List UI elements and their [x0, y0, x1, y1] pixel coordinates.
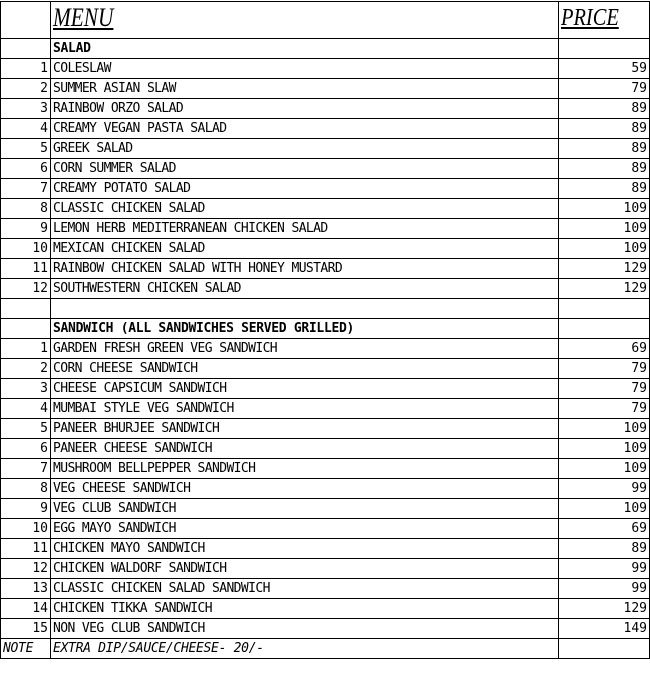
item-name: CORN SUMMER SALAD — [51, 159, 559, 179]
item-price: 79 — [559, 79, 650, 99]
item-price: 89 — [559, 159, 650, 179]
item-number: 11 — [1, 539, 51, 559]
item-name: GREEK SALAD — [51, 139, 559, 159]
salad-item-row — [1, 139, 650, 159]
sandwich-item-row — [1, 439, 650, 459]
header-row — [1, 2, 650, 39]
item-name: VEG CLUB SANDWICH — [51, 499, 559, 519]
salad-item-row — [1, 219, 650, 239]
item-number: 5 — [1, 139, 51, 159]
item-price: 109 — [559, 459, 650, 479]
item-name: NON VEG CLUB SANDWICH — [51, 619, 559, 639]
sandwich-item-row — [1, 479, 650, 499]
sandwich-item-row — [1, 619, 650, 639]
sandwich-item-row — [1, 579, 650, 599]
sandwich-item-row — [1, 379, 650, 399]
item-price: 99 — [559, 579, 650, 599]
item-name: CORN CHEESE SANDWICH — [51, 359, 559, 379]
item-price: 79 — [559, 399, 650, 419]
salad-item-row — [1, 119, 650, 139]
item-price: 79 — [559, 379, 650, 399]
item-name: RAINBOW ORZO SALAD — [51, 99, 559, 119]
sandwich-item-row — [1, 399, 650, 419]
sandwich-item-row — [1, 519, 650, 539]
item-number: 5 — [1, 419, 51, 439]
item-name: RAINBOW CHICKEN SALAD WITH HONEY MUSTARD — [51, 259, 559, 279]
salad-item-row — [1, 59, 650, 79]
item-name: CLASSIC CHICKEN SALAD SANDWICH — [51, 579, 559, 599]
item-name: CLASSIC CHICKEN SALAD — [51, 199, 559, 219]
salad-section-row — [1, 39, 650, 59]
sandwich-item-row — [1, 599, 650, 619]
item-name: EGG MAYO SANDWICH — [51, 519, 559, 539]
item-name: SUMMER ASIAN SLAW — [51, 79, 559, 99]
note-text: EXTRA DIP/SAUCE/CHEESE- 20/- — [51, 639, 559, 659]
item-name: CREAMY VEGAN PASTA SALAD — [51, 119, 559, 139]
item-number: 6 — [1, 439, 51, 459]
sandwich-section-row — [1, 319, 650, 339]
item-number: 2 — [1, 79, 51, 99]
sandwich-item-row — [1, 339, 650, 359]
item-number: 11 — [1, 259, 51, 279]
item-name: VEG CHEESE SANDWICH — [51, 479, 559, 499]
item-name: CHICKEN TIKKA SANDWICH — [51, 599, 559, 619]
item-number: 1 — [1, 59, 51, 79]
item-number: 9 — [1, 219, 51, 239]
item-price: 109 — [559, 439, 650, 459]
price-title: PRICE — [561, 5, 619, 31]
salad-item-row — [1, 239, 650, 259]
item-price: 109 — [559, 199, 650, 219]
item-name: GARDEN FRESH GREEN VEG SANDWICH — [51, 339, 559, 359]
menu-table — [0, 1, 650, 659]
item-number: 12 — [1, 559, 51, 579]
item-number: 1 — [1, 339, 51, 359]
item-price: 69 — [559, 339, 650, 359]
item-price: 99 — [559, 559, 650, 579]
blank-row — [1, 299, 650, 319]
salad-item-row — [1, 99, 650, 119]
item-number: 9 — [1, 499, 51, 519]
item-name: CREAMY POTATO SALAD — [51, 179, 559, 199]
item-price: 129 — [559, 259, 650, 279]
item-number: 4 — [1, 119, 51, 139]
salad-item-row — [1, 199, 650, 219]
item-number: 3 — [1, 99, 51, 119]
item-name: SOUTHWESTERN CHICKEN SALAD — [51, 279, 559, 299]
menu-title: MENU — [53, 3, 114, 32]
item-number: 8 — [1, 199, 51, 219]
item-price: 89 — [559, 139, 650, 159]
header-blank-cell — [1, 2, 51, 39]
item-price: 89 — [559, 119, 650, 139]
item-name: MUSHROOM BELLPEPPER SANDWICH — [51, 459, 559, 479]
item-price: 69 — [559, 519, 650, 539]
item-price: 79 — [559, 359, 650, 379]
item-number: 14 — [1, 599, 51, 619]
item-price: 99 — [559, 479, 650, 499]
item-number: 15 — [1, 619, 51, 639]
item-name: MUMBAI STYLE VEG SANDWICH — [51, 399, 559, 419]
sandwich-item-row — [1, 559, 650, 579]
item-number: 7 — [1, 459, 51, 479]
item-name: LEMON HERB MEDITERRANEAN CHICKEN SALAD — [51, 219, 559, 239]
item-price: 89 — [559, 539, 650, 559]
item-number: 8 — [1, 479, 51, 499]
item-name: CHICKEN WALDORF SANDWICH — [51, 559, 559, 579]
sandwich-item-row — [1, 459, 650, 479]
item-price: 109 — [559, 239, 650, 259]
item-number: 13 — [1, 579, 51, 599]
item-number: 7 — [1, 179, 51, 199]
item-price: 109 — [559, 419, 650, 439]
item-price: 109 — [559, 499, 650, 519]
item-number: 2 — [1, 359, 51, 379]
item-price: 129 — [559, 279, 650, 299]
item-number: 6 — [1, 159, 51, 179]
sandwich-item-row — [1, 539, 650, 559]
salad-item-row — [1, 79, 650, 99]
salad-item-row — [1, 279, 650, 299]
price-title-cell — [559, 2, 650, 39]
note-label: NOTE — [1, 639, 51, 659]
item-name: PANEER BHURJEE SANDWICH — [51, 419, 559, 439]
sandwich-section-title: SANDWICH (ALL SANDWICHES SERVED GRILLED) — [51, 319, 559, 339]
item-price: 89 — [559, 179, 650, 199]
item-number: 12 — [1, 279, 51, 299]
note-row — [1, 639, 650, 659]
item-name: CHEESE CAPSICUM SANDWICH — [51, 379, 559, 399]
salad-item-row — [1, 179, 650, 199]
item-number: 3 — [1, 379, 51, 399]
sandwich-item-row — [1, 359, 650, 379]
item-number: 10 — [1, 519, 51, 539]
item-name: PANEER CHEESE SANDWICH — [51, 439, 559, 459]
salad-item-row — [1, 159, 650, 179]
item-number: 4 — [1, 399, 51, 419]
item-price: 149 — [559, 619, 650, 639]
item-number: 10 — [1, 239, 51, 259]
item-name: MEXICAN CHICKEN SALAD — [51, 239, 559, 259]
menu-title-cell — [51, 2, 559, 39]
item-price: 89 — [559, 99, 650, 119]
sandwich-item-row — [1, 419, 650, 439]
sandwich-item-row — [1, 499, 650, 519]
salad-section-title: SALAD — [51, 39, 559, 59]
item-name: CHICKEN MAYO SANDWICH — [51, 539, 559, 559]
item-price: 129 — [559, 599, 650, 619]
item-price: 59 — [559, 59, 650, 79]
item-price: 109 — [559, 219, 650, 239]
item-name: COLESLAW — [51, 59, 559, 79]
salad-item-row — [1, 259, 650, 279]
